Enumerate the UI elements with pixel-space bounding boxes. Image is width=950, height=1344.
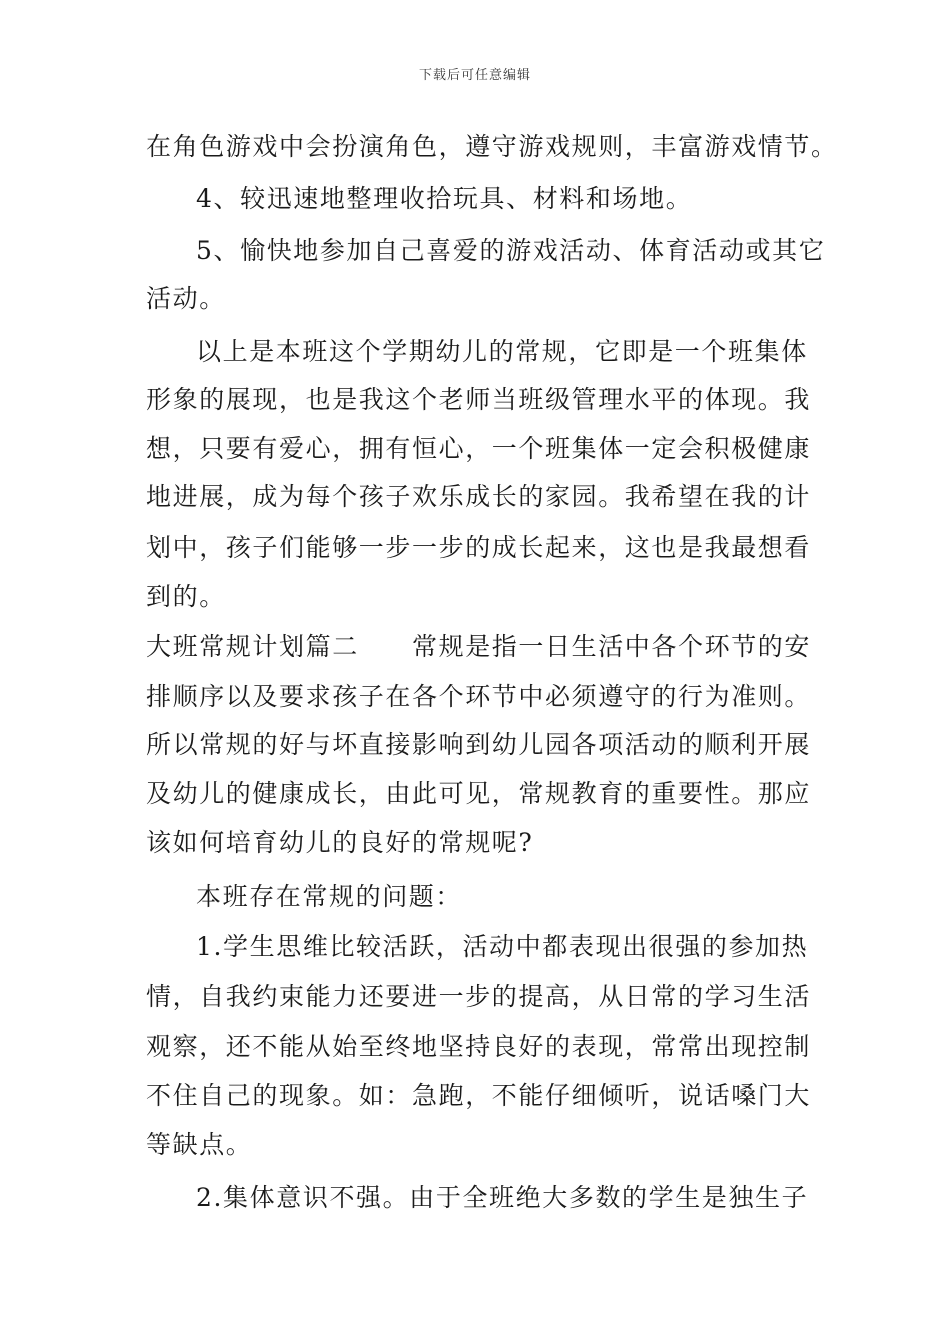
body-line: 地进展，成为每个孩子欢乐成长的家园。我希望在我的计	[146, 482, 812, 511]
body-line: 1.学生思维比较活跃，活动中都表现出很强的参加热	[196, 932, 809, 961]
section-heading-line: 大班常规计划篇二 常规是指一日生活中各个环节的安	[146, 632, 812, 661]
body-line: 4、较迅速地整理收拾玩具、材料和场地。	[196, 184, 693, 213]
body-line: 2.集体意识不强。由于全班绝大多数的学生是独生子	[196, 1183, 809, 1212]
body-line: 观察，还不能从始至终地坚持良好的表现，常常出现控制	[146, 1032, 812, 1061]
body-line: 该如何培育幼儿的良好的常规呢?	[146, 828, 534, 857]
body-line: 排顺序以及要求孩子在各个环节中必须遵守的行为准则。	[146, 682, 812, 711]
body-line: 本班存在常规的问题：	[196, 882, 463, 911]
body-line: 等缺点。	[146, 1130, 253, 1159]
body-line: 情，自我约束能力还要进一步的提高，从日常的学习生活	[146, 982, 812, 1011]
body-line: 5、愉快地参加自己喜爱的游戏活动、体育活动或其它	[196, 236, 826, 265]
body-line: 形象的展现，也是我这个老师当班级管理水平的体现。我	[146, 385, 812, 414]
body-line: 以上是本班这个学期幼儿的常规，它即是一个班集体	[196, 337, 808, 366]
body-line: 想，只要有爱心，拥有恒心，一个班集体一定会积极健康	[146, 434, 812, 463]
body-line: 到的。	[146, 582, 226, 611]
body-line: 不住自己的现象。如：急跑，不能仔细倾听，说话嗓门大	[146, 1081, 812, 1110]
body-line: 活动。	[146, 284, 226, 313]
page-header: 下载后可任意编辑	[418, 68, 531, 83]
body-line: 及幼儿的健康成长，由此可见，常规教育的重要性。那应	[146, 779, 812, 808]
body-line: 划中，孩子们能够一步一步的成长起来，这也是我最想看	[146, 533, 812, 562]
body-line: 所以常规的好与坏直接影响到幼儿园各项活动的顺利开展	[146, 730, 812, 759]
body-line: 在角色游戏中会扮演角色，遵守游戏规则，丰富游戏情节。	[146, 132, 838, 161]
